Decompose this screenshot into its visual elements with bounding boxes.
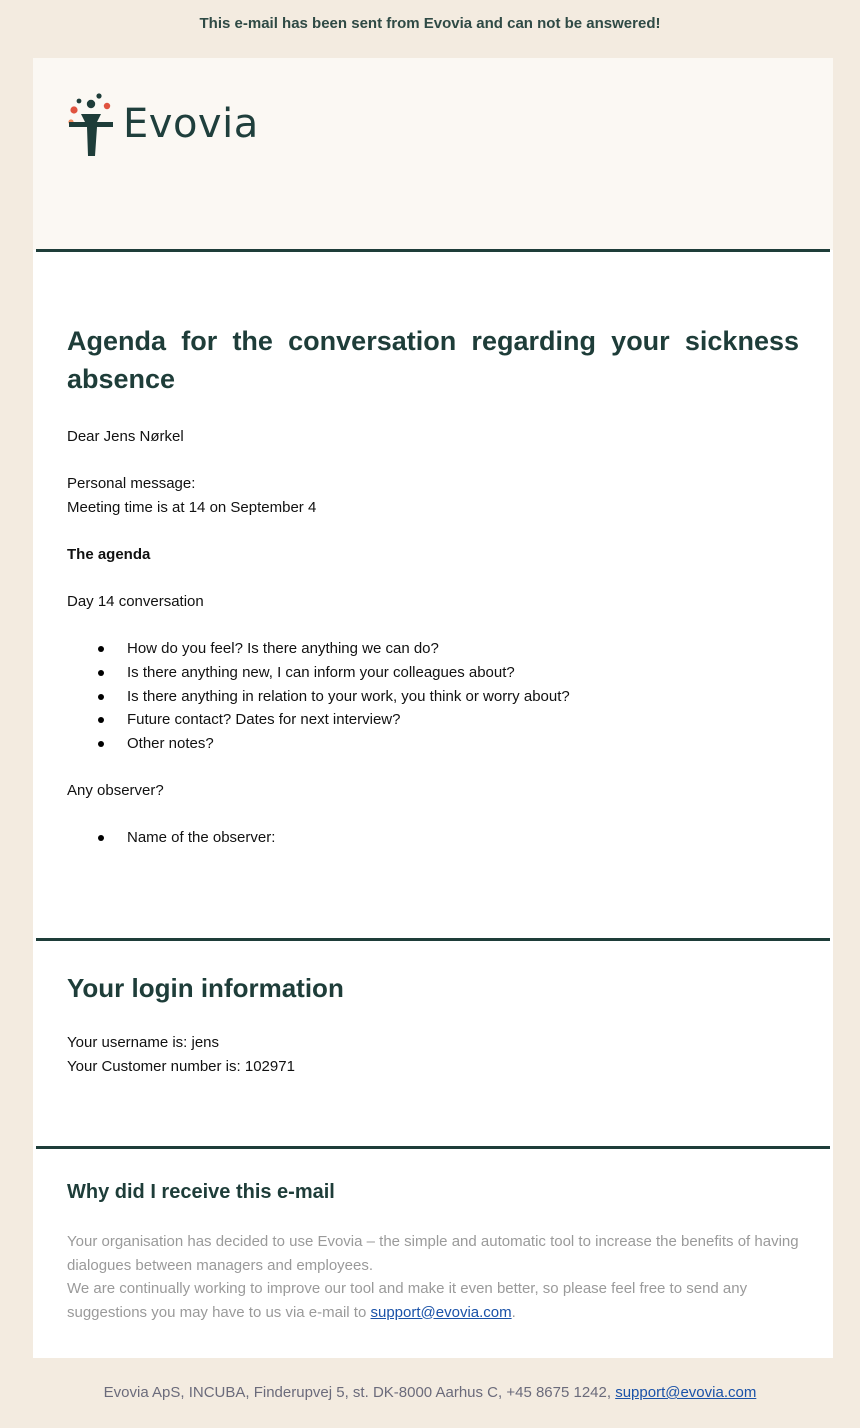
divider bbox=[36, 1146, 830, 1149]
agenda-title: Agenda for the conversation regarding your sickness absence bbox=[67, 326, 799, 394]
conversation-title: Day 14 conversation bbox=[67, 593, 204, 610]
list-item: Name of the observer: bbox=[127, 826, 799, 850]
support-email-link[interactable]: support@evovia.com bbox=[370, 1303, 512, 1321]
question-list bbox=[67, 637, 799, 756]
list-item: Other notes? bbox=[127, 732, 799, 756]
brand-name: Evovia bbox=[123, 101, 259, 147]
agenda-section bbox=[67, 322, 799, 850]
footer-email-link[interactable]: support@evovia.com bbox=[615, 1384, 757, 1401]
footer-address: Evovia ApS, INCUBA, Finderupvej 5, st. DK-8000 Aarhus C, +45 8675 1242, bbox=[103, 1384, 616, 1401]
footer bbox=[0, 1358, 860, 1425]
list-item: Is there anything new, I can inform your colleagues about? bbox=[127, 661, 799, 685]
evovia-figure-logo-icon bbox=[67, 92, 117, 156]
login-section bbox=[67, 972, 799, 1079]
list-item: Is there anything in relation to your work, you think or worry about? bbox=[127, 685, 799, 709]
why-paragraph-2-end: . bbox=[511, 1303, 516, 1321]
no-reply-notice: This e-mail has been sent from Evovia and can not be answered! bbox=[199, 15, 661, 32]
customer-number-line: Your Customer number is: 102971 bbox=[67, 1058, 295, 1075]
list-item: How do you feel? Is there anything we can do? bbox=[127, 637, 799, 661]
evovia-logo bbox=[67, 92, 259, 156]
divider bbox=[36, 249, 830, 252]
list-item: Future contact? Dates for next interview? bbox=[127, 708, 799, 732]
divider bbox=[36, 938, 830, 941]
email-card bbox=[33, 58, 833, 1358]
observer-question: Any observer? bbox=[67, 781, 164, 799]
username-line: Your username is: jens bbox=[67, 1034, 220, 1051]
why-title: Why did I receive this e-mail bbox=[67, 1181, 335, 1203]
observer-list bbox=[67, 826, 799, 850]
agenda-heading: The agenda bbox=[67, 546, 151, 563]
why-paragraph-2-text: We are continually working to improve our tool and make it even better, so please feel free to send any suggestions you may have to us via e-mail to bbox=[67, 1280, 748, 1321]
why-paragraph-2 bbox=[67, 1277, 799, 1324]
why-section bbox=[67, 1179, 799, 1324]
greeting: Dear Jens Nørkel bbox=[67, 428, 184, 445]
why-paragraph-1: Your organisation has decided to use Evovia – the simple and automatic tool to increase the benefits of having dialogues between managers and employees. bbox=[67, 1233, 799, 1274]
personal-message: Meeting time is at 14 on September 4 bbox=[67, 499, 317, 516]
login-title: Your login information bbox=[67, 973, 344, 1003]
personal-message-label: Personal message: bbox=[67, 475, 196, 492]
